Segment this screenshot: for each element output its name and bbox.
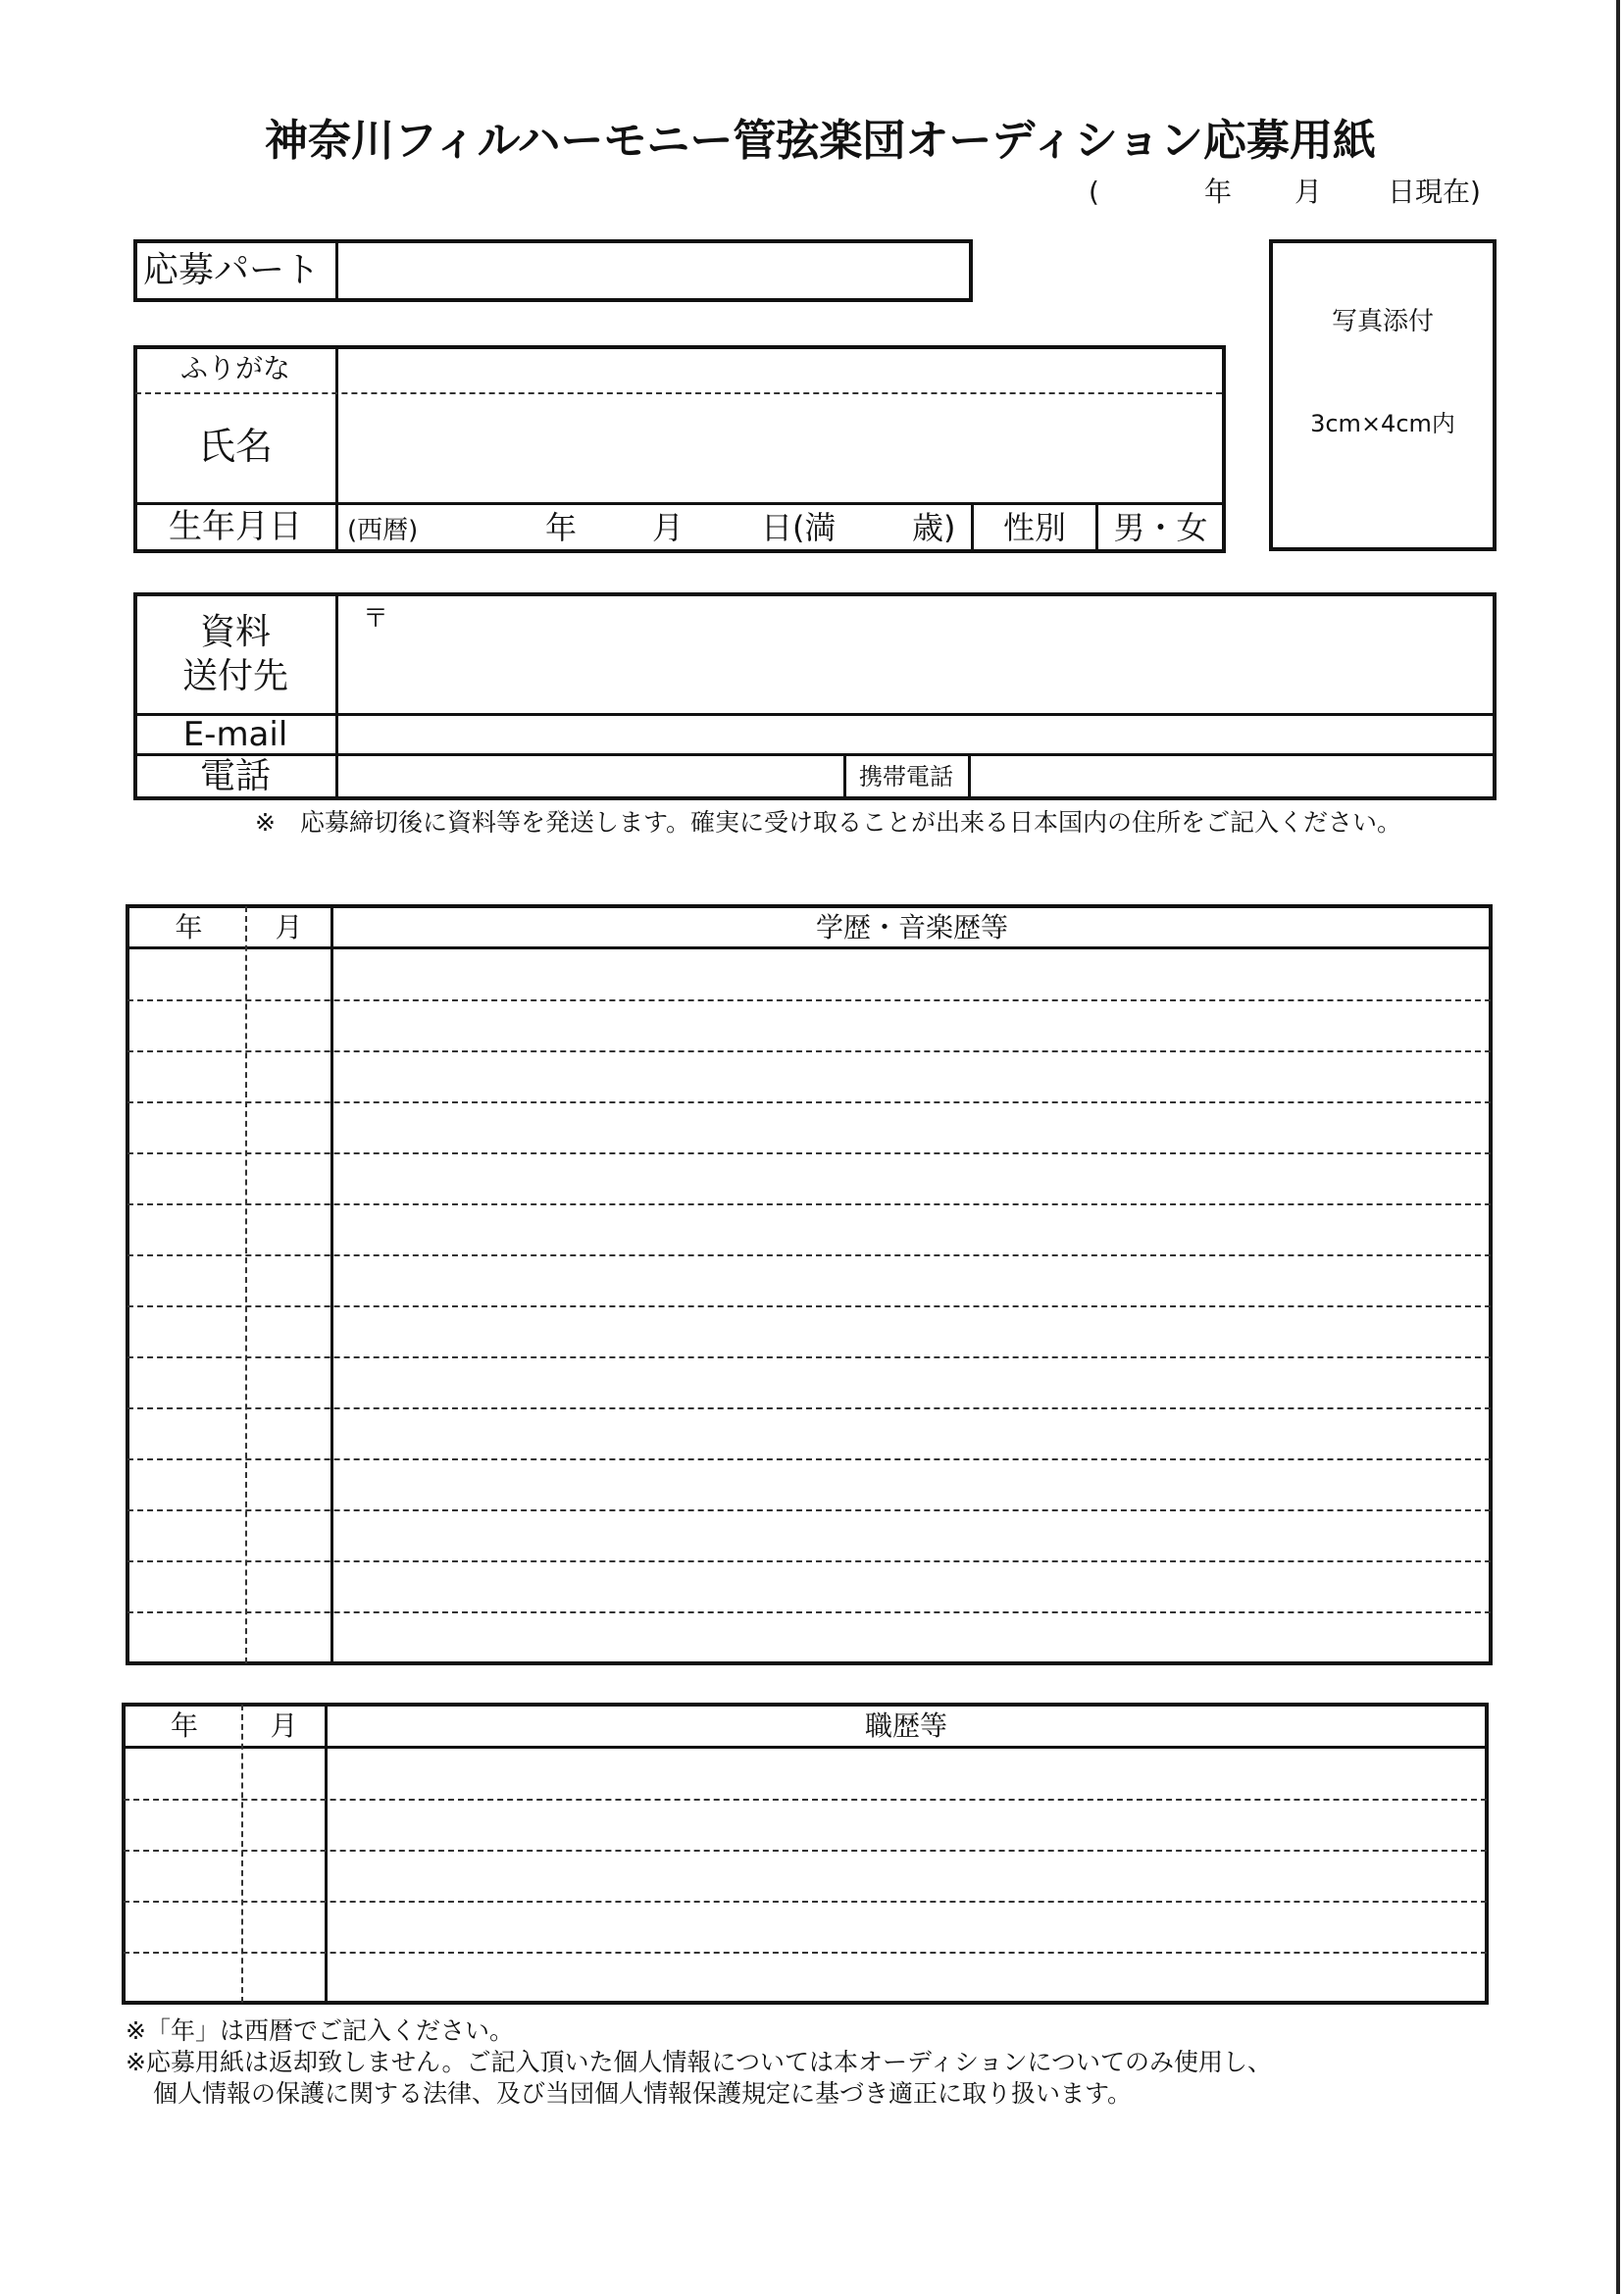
address-label-line1: 資料 <box>199 612 271 652</box>
footnote-year-seireki: ※「年」は西暦でご記入ください。 <box>126 2016 514 2045</box>
education-year-cell[interactable] <box>131 1308 241 1353</box>
education-entry-cell[interactable] <box>330 951 1487 996</box>
education-row-line <box>127 1101 1491 1103</box>
education-year-cell[interactable] <box>131 1206 241 1251</box>
career-year-cell[interactable] <box>127 1955 237 2000</box>
seireki-label: (西暦) <box>347 516 419 545</box>
career-entry-cell[interactable] <box>324 1955 1483 2000</box>
career-year-cell[interactable] <box>127 1751 237 1796</box>
education-year-header: 年 <box>175 911 203 943</box>
page-edge-line <box>1616 0 1620 2294</box>
education-row-line <box>127 1407 1491 1409</box>
education-month-cell[interactable] <box>245 1359 326 1404</box>
birthdate-label: 生年月日 <box>169 507 302 546</box>
career-header-line <box>124 1746 1487 1749</box>
education-entry-cell[interactable] <box>330 1257 1487 1302</box>
education-entry-cell[interactable] <box>330 1410 1487 1455</box>
date-month-label: 月 <box>1294 176 1323 208</box>
education-year-cell[interactable] <box>131 951 241 996</box>
address-label-line2: 送付先 <box>181 656 288 696</box>
career-month-cell[interactable] <box>241 1802 320 1847</box>
career-month-cell[interactable] <box>241 1904 320 1949</box>
photo-label: 写真添付 <box>1331 307 1434 336</box>
footnote-personal-info-1: ※応募用紙は返却致しません。ご記入頂いた個人情報については本オーディションについてのみ使用し、 <box>126 2048 1272 2076</box>
career-month-header: 月 <box>270 1709 298 1742</box>
education-year-cell[interactable] <box>131 1359 241 1404</box>
name-bottom-line <box>135 502 1222 505</box>
education-year-cell[interactable] <box>131 1104 241 1149</box>
furigana-input[interactable] <box>341 351 1220 388</box>
education-row-line <box>127 999 1491 1001</box>
career-entry-cell[interactable] <box>324 1904 1483 1949</box>
education-month-cell[interactable] <box>245 1257 326 1302</box>
education-row-line <box>127 1203 1491 1205</box>
email-label: E-mail <box>182 715 288 754</box>
education-entry-cell[interactable] <box>330 1206 1487 1251</box>
photo-box <box>1269 239 1497 551</box>
career-month-cell[interactable] <box>241 1955 320 2000</box>
date-open-paren: ( <box>1089 176 1099 208</box>
education-year-cell[interactable] <box>131 1461 241 1506</box>
education-entry-cell[interactable] <box>330 1614 1487 1659</box>
career-year-cell[interactable] <box>127 1853 237 1898</box>
education-month-cell[interactable] <box>245 951 326 996</box>
address-label-divider <box>335 594 338 798</box>
gender-options[interactable]: 男・女 <box>1113 509 1208 546</box>
education-year-cell[interactable] <box>131 1002 241 1047</box>
education-entry-cell[interactable] <box>330 1563 1487 1608</box>
education-text-header: 学歴・音楽歴等 <box>815 911 1008 943</box>
education-row-line <box>127 1509 1491 1511</box>
photo-size-label: 3cm×4cm内 <box>1310 410 1455 437</box>
furigana-dashed-line <box>135 392 1222 394</box>
personal-label-divider <box>335 347 338 551</box>
education-month-cell[interactable] <box>245 1512 326 1557</box>
education-entry-cell[interactable] <box>330 1359 1487 1404</box>
email-bottom-line <box>135 753 1495 756</box>
career-year-cell[interactable] <box>127 1904 237 1949</box>
education-month-header: 月 <box>275 911 303 943</box>
mobile-input[interactable] <box>974 757 1491 794</box>
education-entry-cell[interactable] <box>330 1104 1487 1149</box>
form-title: 神奈川フィルハーモニー管弦楽団オーディション応募用紙 <box>265 116 1376 166</box>
education-entry-cell[interactable] <box>330 1461 1487 1506</box>
education-year-cell[interactable] <box>131 1410 241 1455</box>
education-entry-cell[interactable] <box>330 1512 1487 1557</box>
education-month-cell[interactable] <box>245 1308 326 1353</box>
career-month-cell[interactable] <box>241 1853 320 1898</box>
career-row-line <box>124 1952 1487 1954</box>
date-day-current-label: 日現在) <box>1388 176 1481 208</box>
footnote-personal-info-2: 個人情報の保護に関する法律、及び当団個人情報保護規定に基づき適正に取り扱います。 <box>153 2079 1133 2108</box>
education-entry-cell[interactable] <box>330 1053 1487 1098</box>
name-label: 氏名 <box>197 425 273 468</box>
phone-label: 電話 <box>199 756 271 796</box>
education-month-cell[interactable] <box>245 1563 326 1608</box>
education-month-cell[interactable] <box>245 1614 326 1659</box>
education-row-line <box>127 1254 1491 1256</box>
education-row-line <box>127 1305 1491 1307</box>
education-row-line <box>127 1560 1491 1562</box>
birth-day-age-label: 日(満 <box>761 509 837 546</box>
education-year-cell[interactable] <box>131 1155 241 1200</box>
education-row-line <box>127 1611 1491 1613</box>
education-month-cell[interactable] <box>245 1461 326 1506</box>
education-month-cell[interactable] <box>245 1155 326 1200</box>
education-year-cell[interactable] <box>131 1563 241 1608</box>
mobile-label: 携帯電話 <box>859 763 953 790</box>
career-entry-cell[interactable] <box>324 1802 1483 1847</box>
name-input[interactable] <box>341 398 1220 498</box>
postal-mark: 〒 <box>363 604 389 634</box>
education-month-cell[interactable] <box>245 1053 326 1098</box>
phone-input[interactable] <box>341 757 837 794</box>
education-month-cell[interactable] <box>245 1002 326 1047</box>
email-input[interactable] <box>341 717 1491 750</box>
part-divider <box>335 241 338 300</box>
education-row-line <box>127 1152 1491 1154</box>
education-month-cell[interactable] <box>245 1104 326 1149</box>
gender-divider-right <box>1095 504 1098 551</box>
part-label: 応募パート <box>143 250 321 290</box>
career-row-line <box>124 1799 1487 1801</box>
furigana-label: ふりがな <box>179 352 290 384</box>
date-year-label: 年 <box>1204 176 1233 208</box>
career-year-cell[interactable] <box>127 1802 237 1847</box>
age-label: 歳) <box>912 509 956 546</box>
address-note: ※ 応募締切後に資料等を発送します。確実に受け取ることが出来る日本国内の住所をご記入ください。 <box>255 808 1401 837</box>
part-input[interactable] <box>341 245 965 296</box>
education-entry-cell[interactable] <box>330 1155 1487 1200</box>
career-entry-cell[interactable] <box>324 1751 1483 1796</box>
birth-year-label: 年 <box>545 509 578 546</box>
education-year-cell[interactable] <box>131 1053 241 1098</box>
career-text-header: 職歴等 <box>864 1709 947 1742</box>
career-month-cell[interactable] <box>241 1751 320 1796</box>
address-input[interactable] <box>341 598 1491 708</box>
education-row-line <box>127 1458 1491 1460</box>
education-entry-cell[interactable] <box>330 1002 1487 1047</box>
education-row-line <box>127 1050 1491 1052</box>
gender-divider-left <box>971 504 974 551</box>
education-entry-cell[interactable] <box>330 1308 1487 1353</box>
mobile-divider-right <box>968 755 971 798</box>
gender-label: 性別 <box>1002 509 1066 546</box>
address-bottom-line <box>135 713 1495 716</box>
education-month-cell[interactable] <box>245 1410 326 1455</box>
education-month-cell[interactable] <box>245 1206 326 1251</box>
education-year-cell[interactable] <box>131 1512 241 1557</box>
career-entry-cell[interactable] <box>324 1853 1483 1898</box>
education-row-line <box>127 1356 1491 1358</box>
career-row-line <box>124 1901 1487 1903</box>
education-year-cell[interactable] <box>131 1257 241 1302</box>
career-row-line <box>124 1850 1487 1852</box>
birth-month-label: 月 <box>652 509 685 546</box>
career-year-header: 年 <box>170 1709 198 1742</box>
education-year-cell[interactable] <box>131 1614 241 1659</box>
